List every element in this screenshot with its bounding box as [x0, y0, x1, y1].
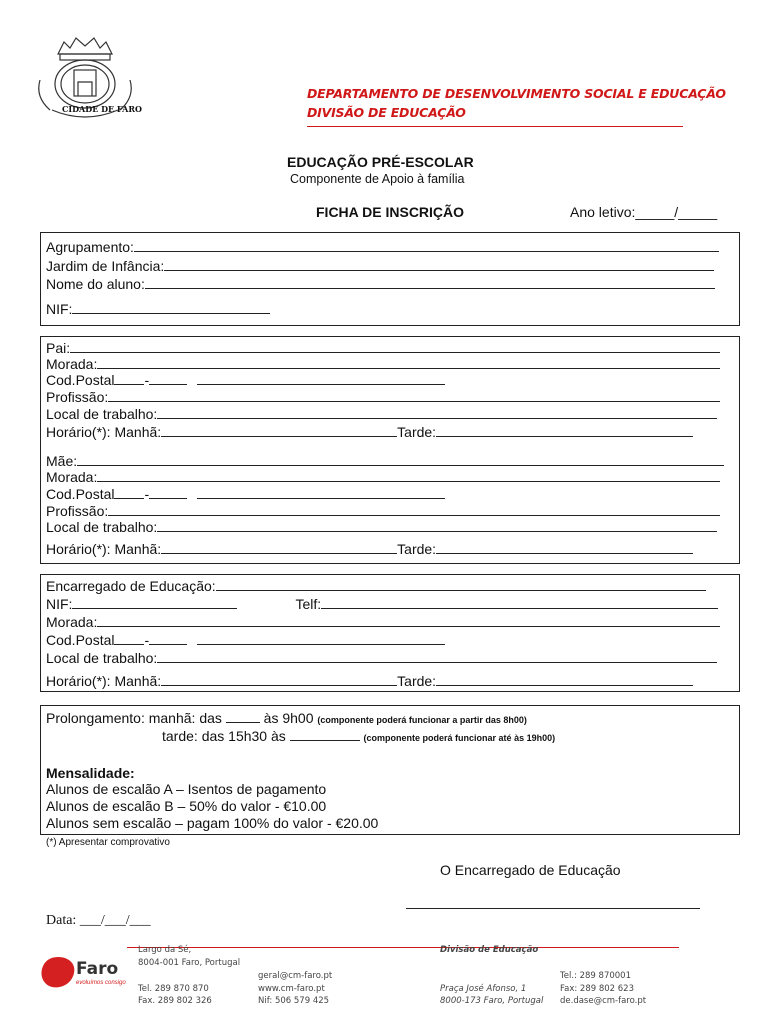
faro-logo-tagline: evoluímos consigo	[76, 980, 126, 986]
mae-morada-label: Morada:	[46, 469, 98, 485]
enc-morada-field[interactable]	[97, 614, 720, 627]
prolongamento-tarde-label: tarde: das 15h30 às	[162, 728, 286, 744]
enc-nif-field[interactable]	[72, 596, 237, 609]
pai-codpostal-a[interactable]	[114, 372, 144, 385]
footer-division: Divisão de Educação	[440, 945, 539, 955]
mae-manha-field[interactable]	[161, 541, 397, 554]
mensalidade-a: Alunos de escalão A – Isentos de pagamento	[46, 781, 327, 797]
crest-text: CIDADE DE FARO	[62, 104, 142, 114]
nome-aluno-field[interactable]	[145, 276, 715, 289]
enc-telf-label: Telf:	[295, 596, 322, 612]
prolongamento-9h: às 9h00	[263, 710, 314, 726]
mae-profissao-field[interactable]	[108, 503, 720, 516]
encarregado-field[interactable]	[216, 578, 706, 591]
footer-address-2: 8004-001 Faro, Portugal	[138, 958, 241, 968]
enc-telf-field[interactable]	[321, 596, 718, 609]
pai-profissao-label: Profissão:	[46, 389, 109, 405]
jardim-field[interactable]	[164, 258, 714, 271]
pai-manha-field[interactable]	[161, 424, 397, 437]
footer-cp: 8000-173 Faro, Portugal	[440, 996, 544, 1006]
mae-tarde-label: Tarde:	[397, 541, 437, 557]
prolongamento-note-1: (componente poderá funcionar a partir das 8h00)	[317, 715, 527, 725]
mae-codpostal-a[interactable]	[114, 486, 144, 499]
school-year-field[interactable]: Ano letivo:_____/_____	[570, 204, 718, 220]
footnote: (*) Apresentar comprovativo	[46, 837, 170, 848]
enc-horario-label: Horário(*): Manhã:	[46, 673, 162, 689]
date-field[interactable]: Data: ___/___/___	[46, 913, 151, 928]
footer-nif: Nif: 506 579 425	[258, 996, 330, 1006]
agrupamento-field[interactable]	[134, 239, 719, 252]
form-title: FICHA DE INSCRIÇÃO	[316, 204, 465, 220]
enc-tarde-field[interactable]	[436, 673, 693, 686]
enc-codpostal-b[interactable]	[149, 632, 187, 645]
page-subtitle: Componente de Apoio à família	[290, 172, 465, 186]
mensalidade-b: Alunos de escalão B – 50% do valor - €10.00	[46, 798, 327, 814]
footer-tel: Tel. 289 870 870	[138, 984, 209, 994]
mae-local-label: Local de trabalho:	[46, 519, 158, 535]
agrupamento-label: Agrupamento:	[46, 239, 134, 255]
pai-profissao-field[interactable]	[108, 389, 720, 402]
mae-local-field[interactable]	[157, 519, 717, 532]
mae-tarde-field[interactable]	[436, 541, 693, 554]
footer-email2[interactable]: de.dase@cm-faro.pt	[560, 996, 647, 1006]
mae-horario-label: Horário(*): Manhã:	[46, 541, 162, 557]
dash: -	[144, 486, 150, 502]
encarregado-label: Encarregado de Educação:	[46, 578, 216, 594]
footer-address-1: Largo da Sé,	[138, 945, 192, 955]
prolongamento-tarde-field[interactable]	[290, 728, 360, 741]
mae-codpostal-b[interactable]	[149, 486, 187, 499]
footer-fax2: Fax: 289 802 623	[560, 984, 634, 994]
mensalidade-title: Mensalidade:	[46, 765, 135, 781]
mae-codpostal-label: Cod.Postal	[46, 486, 115, 502]
pai-label: Pai:	[46, 340, 71, 356]
footer-fax: Fax. 289 802 326	[138, 996, 212, 1006]
jardim-label: Jardim de Infância:	[46, 258, 165, 274]
pai-morada-label: Morada:	[46, 356, 98, 372]
mae-profissao-label: Profissão:	[46, 503, 109, 519]
division-title: DIVISÃO DE EDUCAÇÃO	[307, 105, 466, 120]
header-rule	[307, 126, 683, 127]
pai-local-field[interactable]	[157, 406, 717, 419]
pai-tarde-field[interactable]	[436, 424, 693, 437]
pai-local-label: Local de trabalho:	[46, 406, 158, 422]
enc-localidade-field[interactable]	[197, 632, 445, 645]
dash: -	[144, 632, 150, 648]
pai-tarde-label: Tarde:	[397, 424, 437, 440]
enc-codpostal-a[interactable]	[114, 632, 144, 645]
mae-morada-field[interactable]	[97, 469, 720, 482]
nif-field[interactable]	[72, 301, 270, 314]
pai-morada-field[interactable]	[97, 356, 720, 369]
enc-nif-label: NIF:	[46, 596, 73, 612]
prolongamento-label: Prolongamento: manhã: das	[46, 710, 222, 726]
enc-tarde-label: Tarde:	[397, 673, 437, 689]
department-title: DEPARTAMENTO DE DESENVOLVIMENTO SOCIAL E EDUCAÇÃO	[307, 86, 726, 101]
dash: -	[144, 372, 150, 388]
prolongamento-note-2: (componente poderá funcionar até às 19h00)	[363, 733, 556, 743]
mae-localidade-field[interactable]	[197, 486, 445, 499]
footer-rule	[127, 947, 679, 948]
enc-local-field[interactable]	[157, 650, 717, 663]
pai-field[interactable]	[70, 340, 720, 353]
faro-logo-text: Faro	[76, 959, 119, 979]
footer-tel2: Tel.: 289 870001	[560, 971, 631, 981]
mensalidade-sem: Alunos sem escalão – pagam 100% do valor - €20.00	[46, 815, 379, 831]
signature-line[interactable]	[406, 908, 700, 909]
faro-logo	[38, 955, 128, 995]
footer-web[interactable]: www.cm-faro.pt	[258, 984, 325, 994]
nif-label: NIF:	[46, 301, 73, 317]
enc-local-label: Local de trabalho:	[46, 650, 158, 666]
enc-manha-field[interactable]	[161, 673, 397, 686]
page-title: EDUCAÇÃO PRÉ-ESCOLAR	[287, 154, 474, 170]
signature-label: O Encarregado de Educação	[440, 862, 621, 878]
enc-morada-label: Morada:	[46, 614, 98, 630]
footer-praca: Praça José Afonso, 1	[440, 984, 527, 994]
mae-field[interactable]	[77, 453, 724, 466]
pai-localidade-field[interactable]	[197, 372, 445, 385]
footer-email[interactable]: geral@cm-faro.pt	[258, 971, 333, 981]
mae-label: Mãe:	[46, 453, 78, 469]
pai-horario-label: Horário(*): Manhã:	[46, 424, 162, 440]
prolongamento-manha-field[interactable]	[226, 710, 260, 723]
nome-aluno-label: Nome do aluno:	[46, 276, 145, 292]
enc-codpostal-label: Cod.Postal	[46, 632, 115, 648]
pai-codpostal-label: Cod.Postal	[46, 372, 115, 388]
pai-codpostal-b[interactable]	[149, 372, 187, 385]
